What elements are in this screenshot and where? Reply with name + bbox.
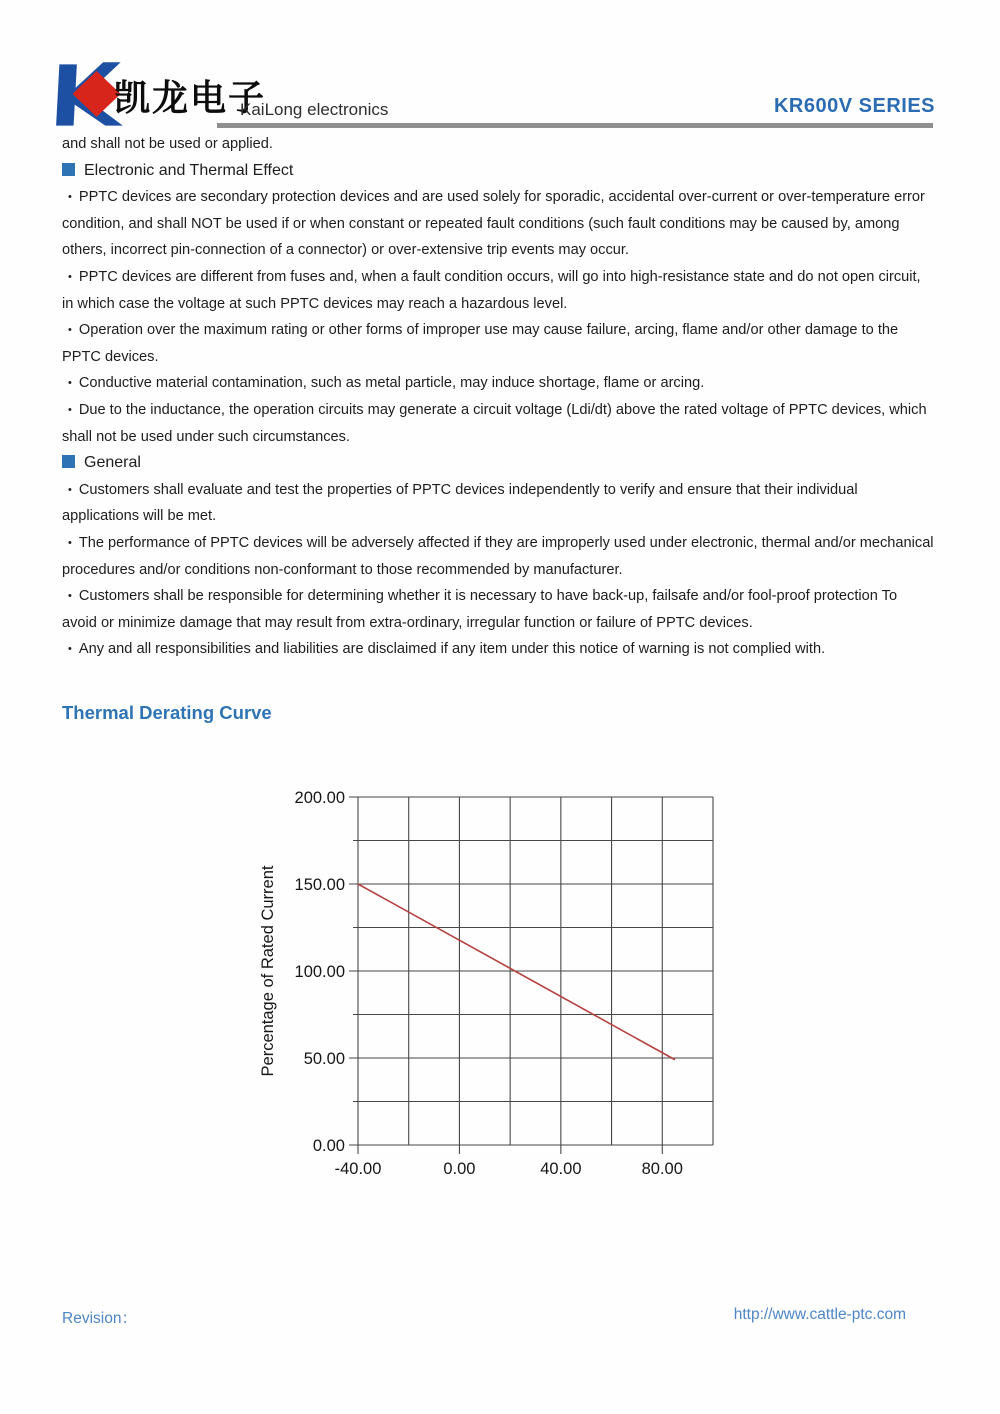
bullet-item xyxy=(62,636,936,663)
bullet-text: The performance of PPTC devices will be adversely affected if they are improperly used under electronic, thermal and/or mechanical procedures and/or conditions non-conformant to those recommended by manufacturer. xyxy=(62,534,934,578)
bullet-dot-icon: • xyxy=(68,270,72,283)
chart-svg xyxy=(255,785,735,1197)
bullet-item xyxy=(62,317,936,370)
bullet-dot-icon: • xyxy=(68,536,72,549)
bullet-dot-icon: • xyxy=(68,483,72,496)
section-bullet-icon xyxy=(62,163,75,176)
sections-container xyxy=(62,158,936,663)
bullet-dot-icon: • xyxy=(68,403,72,416)
bullet-text: Customers shall be responsible for determining whether it is necessary to have back-up, failsafe and/or fool-proof protection To avoid or minimize damage that may result from extra-ordinary, irregular function or failure of PPTC devices. xyxy=(62,588,898,631)
bullet-text: PPTC devices are secondary protection devices and are used solely for sporadic, accidental over-current or over-temperature error condition, and shall NOT be used if or when constant or repeated fault conditions (such fault conditions may be caused by, among others, incorrect pin-connection of a connector) or over-extensive trip events may occur. xyxy=(62,189,925,259)
bullet-dot-icon: • xyxy=(68,324,72,337)
bullet-dot-icon: • xyxy=(68,191,72,204)
x-tick-label: -40.00 xyxy=(334,1160,382,1178)
x-tick-label: 80.00 xyxy=(641,1160,683,1178)
bullet-text: Any and all responsibilities and liabilities are disclaimed if any item under this notice of warning is not complied with. xyxy=(78,641,826,658)
y-tick-label: 50.00 xyxy=(303,1050,345,1068)
bullet-text: Customers shall evaluate and test the properties of PPTC devices independently to verify and ensure that their individual applications will be met. xyxy=(62,481,858,525)
bullet-dot-icon: • xyxy=(68,590,72,603)
x-tick-label: 0.00 xyxy=(443,1160,476,1178)
bullet-item xyxy=(62,583,936,636)
bullet-text: Operation over the maximum rating or other forms of improper use may cause failure, arcing, flame and/or other damage to the PPTC devices. xyxy=(62,322,899,365)
y-tick-label: 200.00 xyxy=(294,789,345,807)
bullet-item xyxy=(62,370,936,397)
series-title: KR600V SERIES xyxy=(773,95,935,117)
section-title-text: Electronic and Thermal Effect xyxy=(84,161,294,179)
website-link[interactable]: http://www.cattle-ptc.com xyxy=(733,1306,906,1323)
chart-heading: Thermal Derating Curve xyxy=(62,702,272,723)
y-tick-label: 100.00 xyxy=(294,963,345,981)
warning-text-block xyxy=(62,131,936,663)
company-name: KaiLong electronics xyxy=(240,100,389,119)
logo-cn-text: 凯龙电子 xyxy=(114,78,267,119)
header-rule xyxy=(217,123,933,128)
revision-label: Revision： xyxy=(62,1310,137,1327)
y-tick-label: 0.00 xyxy=(312,1137,345,1155)
bullet-text: Due to the inductance, the operation circuits may generate a circuit voltage (Ldi/dt) above the rated voltage of PPTC devices, which shall not be used under such circumstances. xyxy=(62,401,927,445)
bullet-text: PPTC devices are different from fuses and, when a fault condition occurs, will go into high-resistance state and do not open circuit, in which case the voltage at such PPTC devices may reach a hazardous level. xyxy=(62,268,921,312)
bullet-dot-icon: • xyxy=(68,377,72,390)
y-axis-title: Percentage of Rated Current xyxy=(259,865,277,1077)
section-title-text: General xyxy=(84,454,141,472)
bullet-text: Conductive material contamination, such as metal particle, may induce shortage, flame or arcing. xyxy=(78,375,705,392)
y-tick-label: 150.00 xyxy=(294,876,345,894)
bullet-item xyxy=(62,530,936,583)
bullet-item xyxy=(62,264,936,317)
bullet-item xyxy=(62,184,936,264)
thermal-derating-chart xyxy=(255,785,735,1202)
bullet-dot-icon: • xyxy=(68,643,72,656)
bullet-item xyxy=(62,477,936,530)
intro-text: and shall not be used or applied. xyxy=(62,136,273,152)
x-tick-label: 40.00 xyxy=(540,1160,582,1178)
section-bullet-icon xyxy=(62,455,75,468)
section-title xyxy=(62,450,936,477)
derating-line xyxy=(358,884,675,1060)
bullet-item xyxy=(62,397,936,450)
section-title xyxy=(62,158,936,185)
